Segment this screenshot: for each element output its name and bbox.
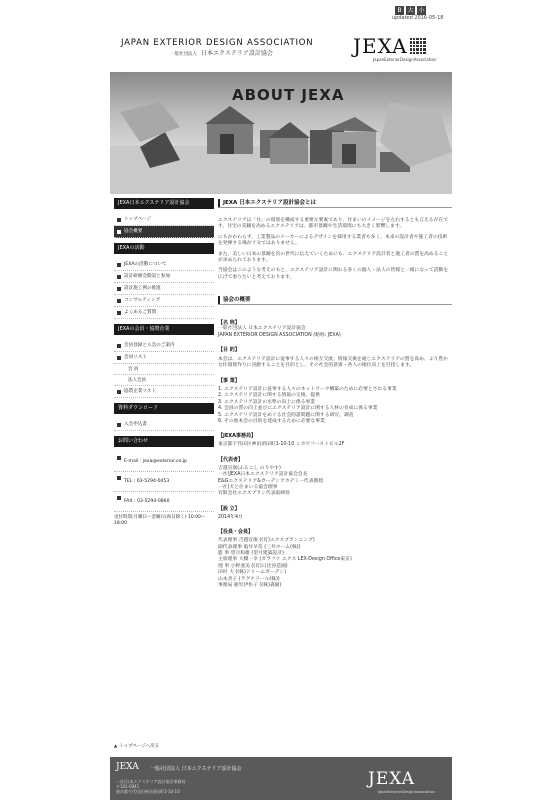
footer-address-line: 東京都千代田区神田須田町1-10-10 — [116, 789, 180, 794]
sidebar-item-activities[interactable]: JEXAの活動について — [114, 259, 214, 271]
font-small-button[interactable]: 小 — [418, 7, 425, 14]
sidebar — [114, 198, 214, 527]
footer-org-name: 一般社団法人 日本エクステリア設計協会 — [150, 766, 242, 772]
officer-line: 理 事 小野亜美 ((有)日比谷造園) — [218, 563, 288, 569]
officer-line: 代表理事 吉越宣康 ((有)エクスプランニング) — [218, 538, 315, 544]
association-name-en: JAPAN EXTERIOR DESIGN ASSOCIATION — [121, 38, 314, 48]
rep-line: 有限会社エクスプラン代表取締役 — [218, 491, 290, 497]
org-name-en: JAPAN EXTERIOR DESIGN ASSOCIATION (略称: JEXA) — [218, 332, 341, 338]
contact-tel: TEL : 03-5294-0453 — [114, 472, 214, 492]
rep-line: 一社)犬と住まいる協会理事 — [218, 484, 278, 490]
business-item: 1. エクステリア設計に従事する人々のネットワーク構築のために必要とされる事業 — [218, 386, 397, 392]
label-name: 【名 称】 — [218, 320, 240, 327]
font-large-button[interactable]: 大 — [407, 7, 414, 14]
rep-line: E&Gエクステリア&ガーデンアカデミー代表教授 — [218, 478, 324, 484]
sidebar-item-seminars[interactable]: 設計研修会開設と参加 — [114, 271, 214, 283]
label-purpose: 【目 的】 — [218, 347, 240, 354]
sidebar-item-consulting[interactable]: コンサルティング — [114, 295, 214, 307]
association-type: 一般社団法人 — [170, 52, 197, 57]
association-name-jp — [170, 48, 273, 57]
label-business: 【事 業】 — [218, 377, 240, 384]
sidebar-item-application[interactable]: 入会申込書 — [114, 419, 214, 431]
label-office: 【JEXA事務局】 — [218, 433, 257, 440]
sidebar-item-sponsors[interactable]: 協賛企業リスト — [114, 386, 214, 398]
rep-line: 一社)JEXA日本エクステリア設計協会会長 — [218, 472, 308, 478]
contact-hours: 受付時間:月曜日～金曜日(祝日除く) 10:00～18:00 — [114, 515, 206, 526]
label-representative: 【代表者】 — [218, 456, 244, 463]
logo-grid-icon — [410, 38, 426, 54]
purpose-text: 本会は、エクステリア設計に従事する人々の相互交流、情報交換を通じエクステリアの質を高め、より豊かな住環境作りに貢献することを目的とし、その社会的意義・各人の地位向上を目指します。 — [218, 357, 448, 369]
footer — [110, 757, 452, 800]
officer-line: 田村 大 ((株)ドリームガーデン) — [218, 570, 287, 576]
sidebar-item-overview[interactable]: 協会概要 — [114, 226, 214, 238]
section-title-about: JEXA 日本エクステリア設計協会とは — [218, 198, 452, 208]
sidebar-item-top[interactable]: トップページ — [114, 214, 214, 226]
officer-line: 山本善子 (ラグナドール(株)) — [218, 576, 280, 582]
founded-date: 2014年4月 — [218, 514, 243, 520]
about-paragraph-3: また、美しい日本の景観を次の世代に伝えていくためにも、エクステリア設計者と施工者の質を高めることが求められております。 — [218, 251, 449, 264]
business-item: 4. 会員の質の向上並びにエクステリア設計に関する人材の育成に係る事業 — [218, 406, 378, 412]
sidebar-head-members: JEXAの会員・協賛企業 — [114, 324, 214, 335]
sidebar-head-downloads: 資料ダウンロード — [114, 403, 214, 414]
contact-fax: FAX : 03-5294-0860 — [114, 492, 214, 512]
about-paragraph-2: にもかかわらず、工業製品のメーカーによるデザインを採用する業者も多く、本来の設計者や施工者の技術を発揮する場が十分ではありません。 — [218, 234, 448, 247]
sidebar-item-faq[interactable]: よくあるご質問 — [114, 307, 214, 319]
officer-line: 事務局 鹿児伊佐子 ((株)森園) — [218, 583, 282, 588]
office-address: 東京都千代田区神田須田町1-10-10 ミカワフーストビル2F — [218, 442, 345, 448]
business-item: 5. エクステリア設計をめぐる社会的諸問題に関する研究、調査 — [218, 412, 354, 418]
officer-line: 副代表理事 亀井早苗 (三井ホーム(株)) — [218, 544, 301, 550]
hero-title: ABOUT JEXA — [232, 86, 345, 104]
sidebar-head-contact: お問い合わせ — [114, 436, 214, 447]
officer-line: 監 事 望月和雄 (望月建築設計) — [218, 550, 284, 556]
footer-large-logo: JEXA — [368, 769, 415, 789]
sidebar-subitem-members[interactable]: 会 員 — [114, 364, 214, 375]
contact-email[interactable]: E-mail : jexa@exterior.co.jp — [114, 452, 214, 472]
label-founded: 【設 立】 — [218, 505, 240, 512]
font-bold-button[interactable]: B — [395, 6, 404, 15]
hero-banner — [110, 72, 452, 194]
sidebar-item-examples[interactable]: 設計施工例の推進 — [114, 283, 214, 295]
logo-text: JEXA — [353, 34, 408, 58]
about-paragraph-1: エクステリアは「住」の環境を構成する重要な要素であり、住まいのイメージを左右するとも言える存在です。住宅の美観を高めるエクステリアは、都市景観や生活環境にも大きく影響します。 — [218, 218, 448, 230]
rep-line: 吉越宣康(ふるこし のりやす) — [218, 465, 281, 471]
sidebar-head-about: JEXA日本エクステリア設計協会 — [114, 198, 214, 209]
sidebar-item-member-list[interactable]: 会員リスト — [114, 352, 214, 364]
jexa-logo[interactable] — [353, 34, 426, 58]
business-item: 2. エクステリア設計に関する情報の交換、提供 — [218, 393, 320, 399]
footer-address — [116, 779, 185, 794]
sidebar-subitem-corporate[interactable]: 法人会員 — [114, 375, 214, 386]
font-size-controls — [395, 6, 426, 15]
association-name-jp-text: 日本エクステリア設計協会 — [201, 50, 273, 57]
footer-logo-subtitle: JapanExteriorDesignAssociation — [378, 790, 436, 794]
label-officers: 【役員・会員】 — [218, 529, 254, 536]
main-content — [218, 198, 452, 589]
sidebar-head-activities: JEXAの活動 — [114, 243, 214, 254]
officer-line: 主席理事 大橋一幸 (ガラファ エクス LEX-Design Office東京) — [218, 557, 352, 563]
logo-subtitle: JapanExteriorDesignAssociation — [373, 57, 437, 62]
about-paragraph-4: 当協会はこのような考えのもと、エクステリア設計に関わる多くの個人・法人の皆様と一緒になって活動を広げて参りたいと考えております。 — [218, 268, 449, 280]
sidebar-item-join[interactable]: 会員登録と入会のご案内 — [114, 340, 214, 352]
section-title-overview: 協会の概要 — [218, 295, 452, 305]
back-to-top-link[interactable]: ▲ トップページへ戻る — [114, 743, 159, 749]
org-name-jp: 一般社団法人 日本エクステリア設計協会 — [218, 326, 306, 332]
updated-date: updated 2016-05-18 — [392, 15, 444, 21]
business-item: 6. その他本会の目的を達成するために必要な事業 — [218, 418, 325, 424]
footer-logo: JEXA — [116, 762, 139, 772]
business-item: 3. エクステリア設計の水準の向上に係る事業 — [218, 399, 316, 405]
footer-address-line: 一社)日本エクステリア設計協会事務局 — [116, 779, 186, 784]
footer-address-line: 〒101-0041 — [116, 784, 140, 789]
